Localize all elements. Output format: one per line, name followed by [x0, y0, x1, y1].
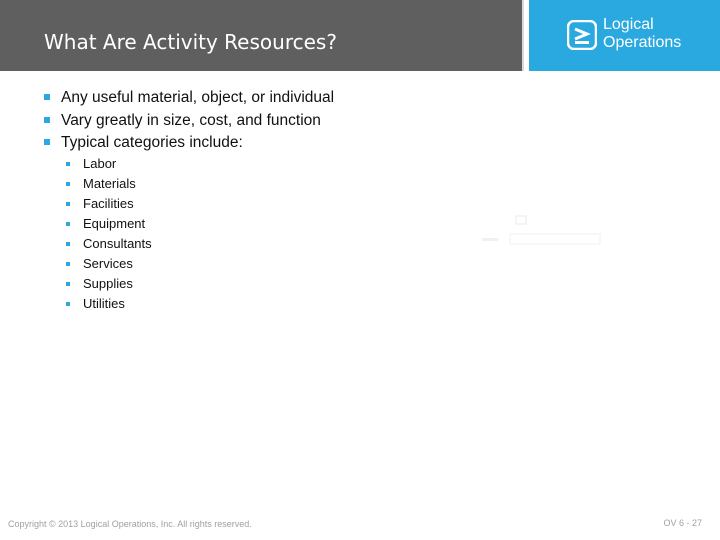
category-list	[66, 154, 152, 314]
logo-watermark	[480, 212, 610, 252]
bullet-item: Any useful material, object, or individual	[44, 87, 334, 110]
page-number: OV 6 - 27	[663, 518, 702, 528]
category-item: Equipment	[66, 214, 152, 234]
bullet-square-icon	[66, 282, 70, 286]
bullet-square-icon	[66, 182, 70, 186]
title-bar	[0, 0, 524, 71]
category-item: Supplies	[66, 274, 152, 294]
category-item: Services	[66, 254, 152, 274]
category-item: Labor	[66, 154, 152, 174]
logical-operations-logo-icon	[567, 20, 597, 50]
bullet-square-icon	[44, 94, 50, 100]
bullet-square-icon	[66, 302, 70, 306]
logo-line-1: Logical	[603, 16, 654, 33]
logo-line-2: Operations	[603, 34, 682, 51]
bullet-item: Vary greatly in size, cost, and function	[44, 110, 334, 133]
bullet-square-icon	[66, 222, 70, 226]
bullet-square-icon	[66, 262, 70, 266]
category-item: Consultants	[66, 234, 152, 254]
bullet-square-icon	[66, 202, 70, 206]
main-bullet-list	[44, 87, 334, 155]
category-item: Utilities	[66, 294, 152, 314]
category-item: Materials	[66, 174, 152, 194]
logo-wordmark	[603, 16, 681, 52]
bullet-square-icon	[44, 139, 50, 145]
copyright-footer: Copyright © 2013 Logical Operations, Inc. All rights reserved.	[8, 519, 252, 529]
bullet-square-icon	[66, 162, 70, 166]
logo	[529, 0, 720, 71]
bullet-square-icon	[44, 117, 50, 123]
slide-title: What Are Activity Resources?	[44, 30, 337, 54]
category-item: Facilities	[66, 194, 152, 214]
bullet-item: Typical categories include:	[44, 132, 334, 155]
bullet-square-icon	[66, 242, 70, 246]
